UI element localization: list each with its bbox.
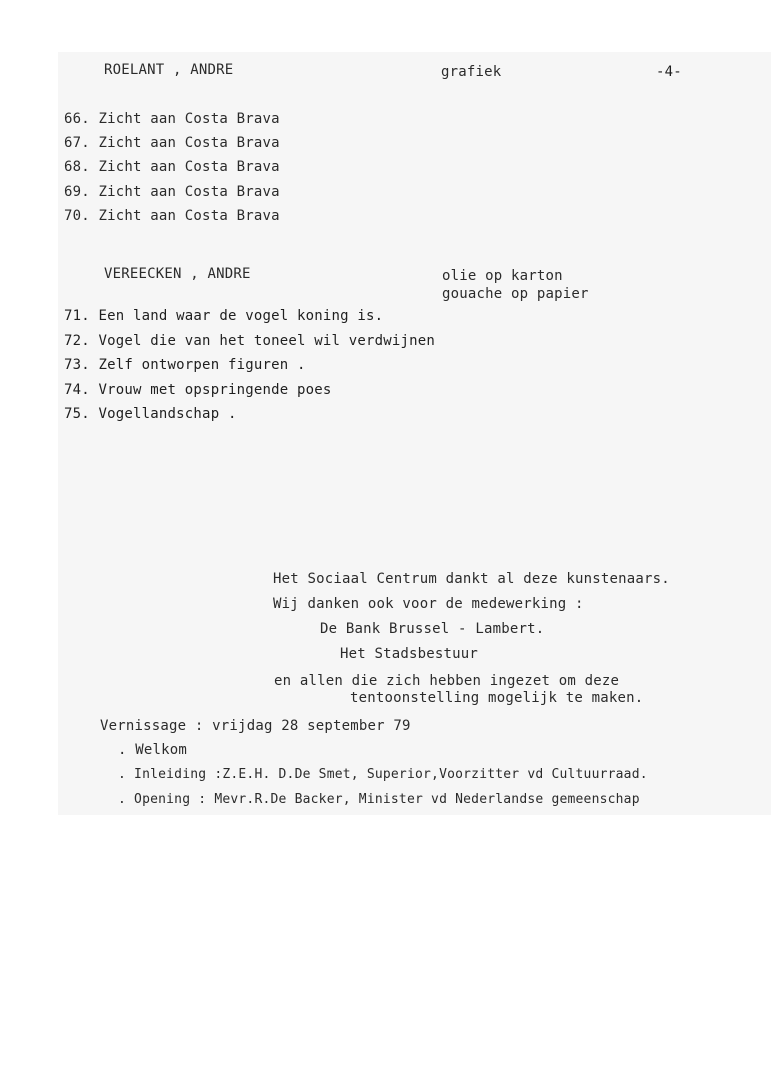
list-item: 66. Zicht aan Costa Brava xyxy=(64,111,280,127)
program-item: . Inleiding :Z.E.H. D.De Smet, Superior,Voorzitter vd Cultuurraad. xyxy=(118,767,648,782)
thanks-line: en allen die zich hebben ingezet om deze xyxy=(274,673,620,689)
thanks-line: Wij danken ook voor de medewerking : xyxy=(273,596,584,612)
thanks-line: Het Sociaal Centrum dankt al deze kunstenaars. xyxy=(273,571,670,587)
thanks-line: De Bank Brussel - Lambert. xyxy=(320,621,545,637)
program-item: . Opening : Mevr.R.De Backer, Minister vd Nederlandse gemeenschap xyxy=(118,792,640,807)
medium-label: gouache op papier xyxy=(442,286,589,302)
list-item: 74. Vrouw met opspringende poes xyxy=(64,382,332,398)
artist-name-roelant: ROELANT , ANDRE xyxy=(104,62,234,78)
list-item: 72. Vogel die van het toneel wil verdwijnen xyxy=(64,333,436,349)
list-item: 71. Een land waar de vogel koning is. xyxy=(64,308,384,324)
medium-label: olie op karton xyxy=(442,268,563,284)
thanks-line: Het Stadsbestuur xyxy=(340,646,479,662)
thanks-line: tentoonstelling mogelijk te maken. xyxy=(350,690,644,706)
vernissage-title: Vernissage : vrijdag 28 september 79 xyxy=(100,718,411,734)
list-item: 73. Zelf ontworpen figuren . xyxy=(64,357,306,373)
category-label: grafiek xyxy=(441,64,502,80)
list-item: 75. Vogellandschap . xyxy=(64,406,237,422)
page-number: -4- xyxy=(656,64,682,80)
program-item: . Welkom xyxy=(118,742,188,758)
list-item: 67. Zicht aan Costa Brava xyxy=(64,135,280,151)
artist-name-vereecken: VEREECKEN , ANDRE xyxy=(104,266,251,282)
list-item: 69. Zicht aan Costa Brava xyxy=(64,184,280,200)
list-item: 68. Zicht aan Costa Brava xyxy=(64,159,280,175)
list-item: 70. Zicht aan Costa Brava xyxy=(64,208,280,224)
